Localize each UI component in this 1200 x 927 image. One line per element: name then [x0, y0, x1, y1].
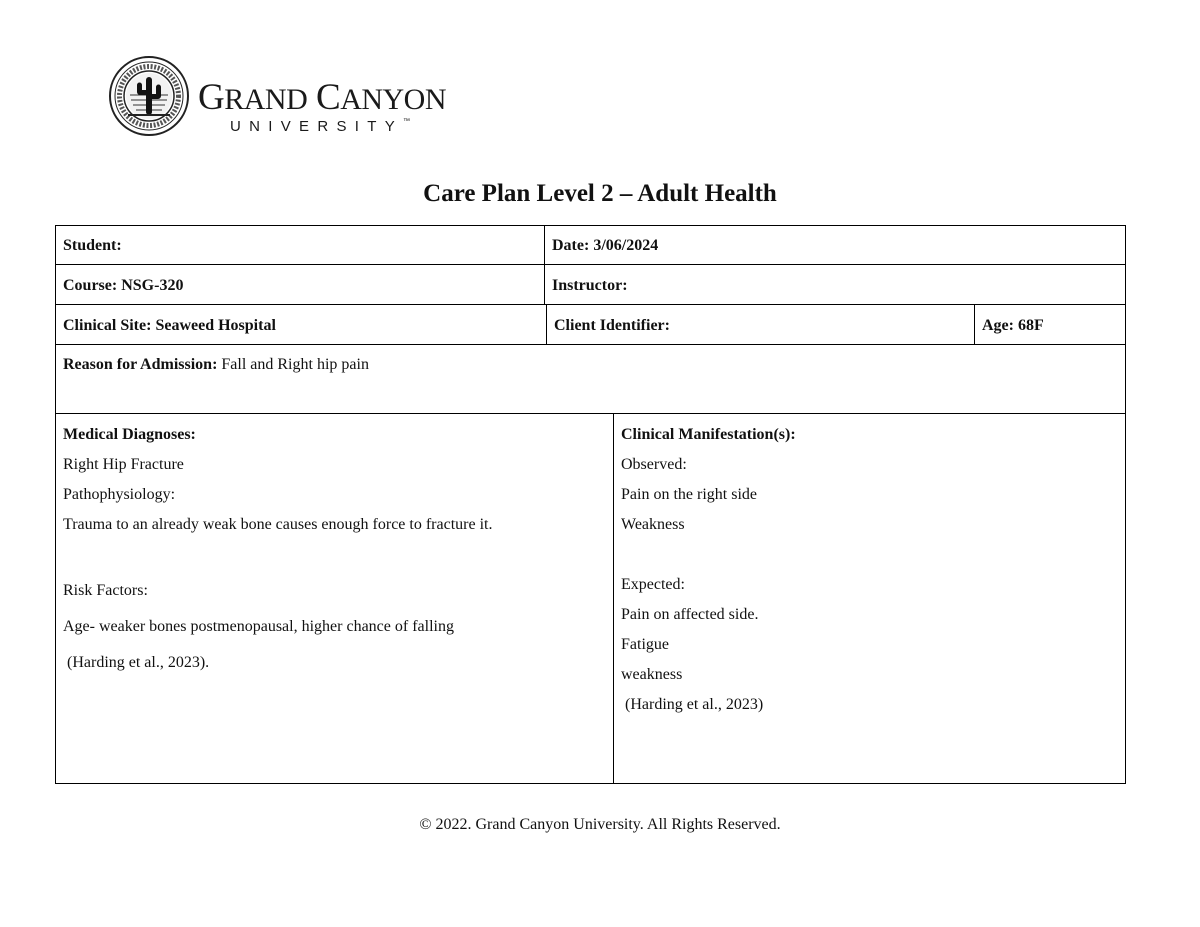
manifestation-line: weakness: [621, 666, 683, 683]
date-cell[interactable]: [552, 236, 658, 256]
manifestation-line: Fatigue: [621, 636, 669, 653]
clinical-site-label: Clinical Site:: [63, 317, 152, 334]
column-divider: [544, 225, 545, 305]
diagnosis-line: (Harding et al., 2023).: [63, 654, 210, 671]
diagnosis-line: Age- weaker bones postmenopausal, higher chance of falling: [63, 618, 454, 635]
column-divider: [546, 305, 547, 345]
trademark-symbol: ™: [403, 118, 411, 125]
manifestation-line: Pain on the right side: [621, 486, 757, 503]
diagnosis-line: Right Hip Fracture: [63, 456, 184, 473]
reason-for-admission-cell[interactable]: [63, 355, 369, 375]
diagnosis-line: Trauma to an already weak bone causes enough force to fracture it.: [63, 516, 493, 533]
diagnosis-line: Pathophysiology:: [63, 486, 176, 503]
row-divider: [55, 344, 1126, 345]
manifestation-line: Observed:: [621, 456, 687, 473]
date-value: 3/06/2024: [593, 237, 659, 254]
clinical-site-value: Seaweed Hospital: [155, 317, 276, 334]
course-label: Course:: [63, 277, 118, 294]
wordmark-text: ANYON: [340, 83, 447, 116]
wordmark-letter: G: [198, 77, 225, 118]
course-value: NSG-320: [121, 277, 184, 294]
instructor-label: Instructor:: [552, 277, 628, 294]
client-identifier-label: Client Identifier:: [554, 317, 670, 334]
diagnosis-line: Risk Factors:: [63, 582, 148, 599]
care-plan-form: [55, 225, 1126, 784]
row-divider: [55, 304, 1126, 305]
wordmark-text: RAND: [224, 83, 308, 116]
university-seal-icon: [108, 55, 190, 137]
manifestation-line: (Harding et al., 2023): [621, 696, 764, 713]
row-divider: [55, 413, 1126, 414]
column-divider: [974, 305, 975, 345]
manifestation-line: Weakness: [621, 516, 685, 533]
age-cell[interactable]: [982, 316, 1044, 336]
page-title: Care Plan Level 2 – Adult Health: [423, 180, 777, 207]
student-label: Student:: [63, 237, 122, 254]
copyright-footer: © 2022. Grand Canyon University. All Rights Reserved.: [419, 816, 781, 833]
manifestation-line: Pain on affected side.: [621, 606, 759, 623]
age-value: 68F: [1017, 317, 1044, 334]
medical-diagnoses-label: Medical Diagnoses:: [63, 426, 196, 443]
row-divider: [55, 264, 1126, 265]
instructor-cell[interactable]: [552, 276, 628, 296]
clinical-site-cell[interactable]: [63, 316, 276, 336]
age-label: Age:: [982, 317, 1014, 334]
course-cell[interactable]: [63, 276, 183, 296]
student-cell[interactable]: [63, 236, 122, 256]
reason-label: Reason for Admission:: [63, 356, 218, 373]
university-wordmark: [198, 79, 446, 135]
wordmark-university: UNIVERSITY: [230, 118, 404, 135]
date-label: Date:: [552, 237, 590, 254]
clinical-manifestations-label: Clinical Manifestation(s):: [621, 426, 796, 443]
manifestation-line: Expected:: [621, 576, 685, 593]
column-divider: [613, 414, 614, 784]
reason-value: Fall and Right hip pain: [221, 356, 369, 373]
client-identifier-cell[interactable]: [554, 316, 670, 336]
medical-diagnoses-section[interactable]: [63, 425, 603, 775]
clinical-manifestations-section[interactable]: [621, 425, 1116, 775]
wordmark-letter: C: [316, 77, 341, 118]
university-logo: [108, 55, 488, 140]
